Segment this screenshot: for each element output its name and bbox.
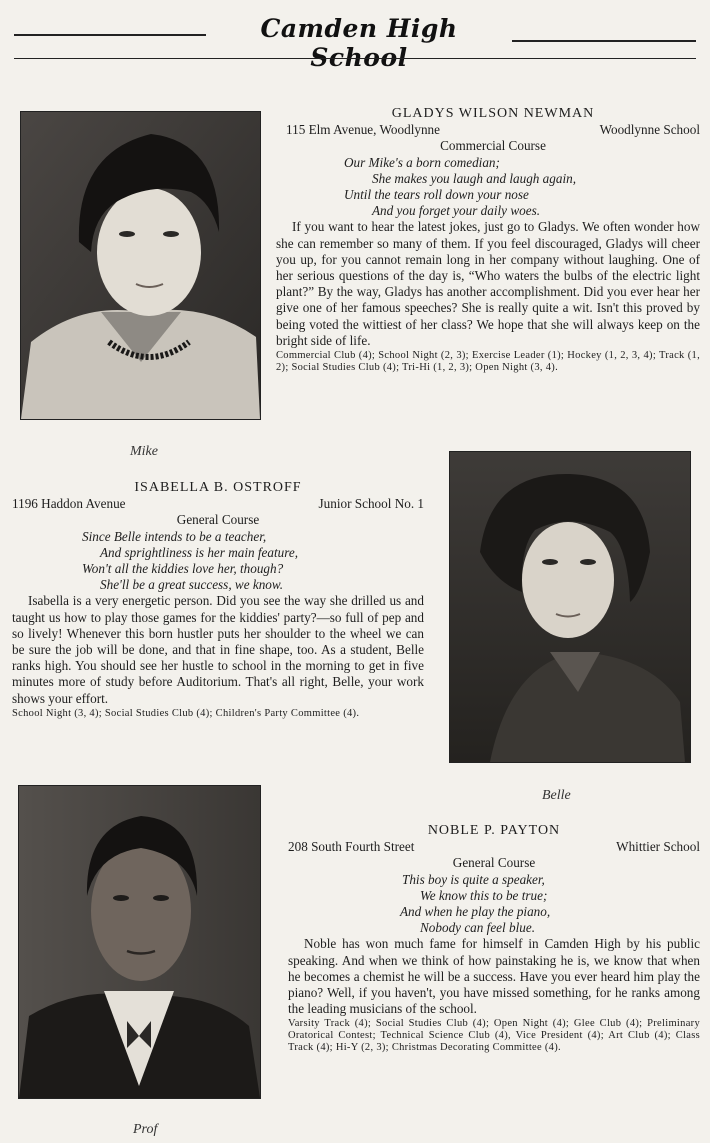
student-course: General Course [176,512,260,528]
poem-line: Until the tears roll down your nose [344,187,529,203]
poem-line: She'll be a great success, we know. [100,577,284,593]
student-activities: Varsity Track (4); Social Studies Club (4); Open Night (4); Glee Club (4); Preliminary Oratorical Contest; Technical Science Club (4), Vice President (4); Art Club (4); Class Track (4); Hi-Y (2, 3); Christmas Decorating Committee (4). [288,1018,700,1054]
student-poem [286,155,700,220]
page-header [14,14,696,72]
poem-line: And when he play the piano, [400,904,551,920]
header-rule-bottom [14,58,696,59]
student-poem [12,529,424,594]
poem-line: And you forget your daily woes. [372,203,540,219]
student-name: ISABELLA B. OSTROFF [134,480,302,495]
header-rule-right [512,40,696,42]
student-portrait-isabella [450,452,690,762]
student-activities: Commercial Club (4); School Night (2, 3); Exercise Leader (1); Hockey (1, 2, 3, 4); Track (1, 2); Social Studies Club (4); Tri-Hi (1, 2, 3); Open Night (3, 4). [276,350,700,374]
student-entry-gladys [276,106,700,374]
student-course: General Course [452,855,536,871]
poem-line: Nobody can feel blue. [420,920,535,936]
poem-line: Our Mike's a born comedian; [344,154,500,170]
poem-line: Since Belle intends to be a teacher, [82,528,267,544]
student-portrait-gladys [21,112,260,419]
nickname-gladys: Mike [130,444,158,459]
poem-line: And sprightliness is her main feature, [100,544,299,560]
student-address: 1196 Haddon Avenue [12,496,126,512]
student-activities: School Night (3, 4); Social Studies Club (4); Children's Party Committee (4). [12,707,360,719]
student-address: 208 South Fourth Street [288,839,415,855]
student-entry-isabella [12,480,424,720]
student-address: 115 Elm Avenue, Woodlynne [286,122,440,138]
address-line [286,122,700,138]
student-bio: If you want to hear the latest jokes, just go to Gladys. We often wonder how she can remember so many of them. If you feel discouraged, Gladys will cheer you up, for you cannot remain long in her company without laughing. One of her serious questions of the day is, “Who waters the bulbs of the electric light plant?” By the way, Gladys has another accomplishment. Did you ever hear her give one of her famous speeches? She is really quite a wit. Isn't this proved by being voted the wittiest of her class? We hope that she will always keep on the bright side of life. [276,219,700,348]
student-name: GLADYS WILSON NEWMAN [391,106,595,121]
page-title: Camden High School [260,14,458,72]
student-bio: Isabella is a very energetic person. Did you see the way she drilled us and taught us how to play those games for the kiddies' party?—so full of pep and so lively! Whenever this born hustler puts her shoulder to the wheel we can be sure the job will be done, and that in fine shape, too. As a student, Belle ranks high. You should see her hustle to school in the morning to get in five minutes more of study before Auditorium. That's all right, Belle, your work shows your effort. [12,593,424,706]
student-school: Junior School No. 1 [318,496,424,512]
student-portrait-noble [19,786,260,1098]
student-entry-noble [288,823,700,1054]
poem-line: This boy is quite a speaker, [402,871,545,887]
poem-line: We know this to be true; [420,887,548,903]
student-name: NOBLE P. PAYTON [427,823,561,838]
poem-line: Won't all the kiddies love her, though? [82,561,284,577]
student-course: Commercial Course [440,138,546,154]
nickname-isabella: Belle [542,788,571,803]
address-line [288,839,700,855]
student-school: Whittier School [616,839,700,855]
poem-line: She makes you laugh and laugh again, [372,170,577,186]
address-line [12,496,424,512]
student-bio: Noble has won much fame for himself in Camden High by his public speaking. And when we think of how painstaking he is, we know that when he becomes a chemist he will be a success. Have you ever heard him play the piano? Well, if you haven't, you have missed something, for he ranks among the leading musicians of the school. [288,936,700,1017]
header-rule-left [14,34,206,36]
nickname-noble: Prof [133,1122,158,1137]
student-school: Woodlynne School [599,122,700,138]
student-poem [288,872,700,937]
